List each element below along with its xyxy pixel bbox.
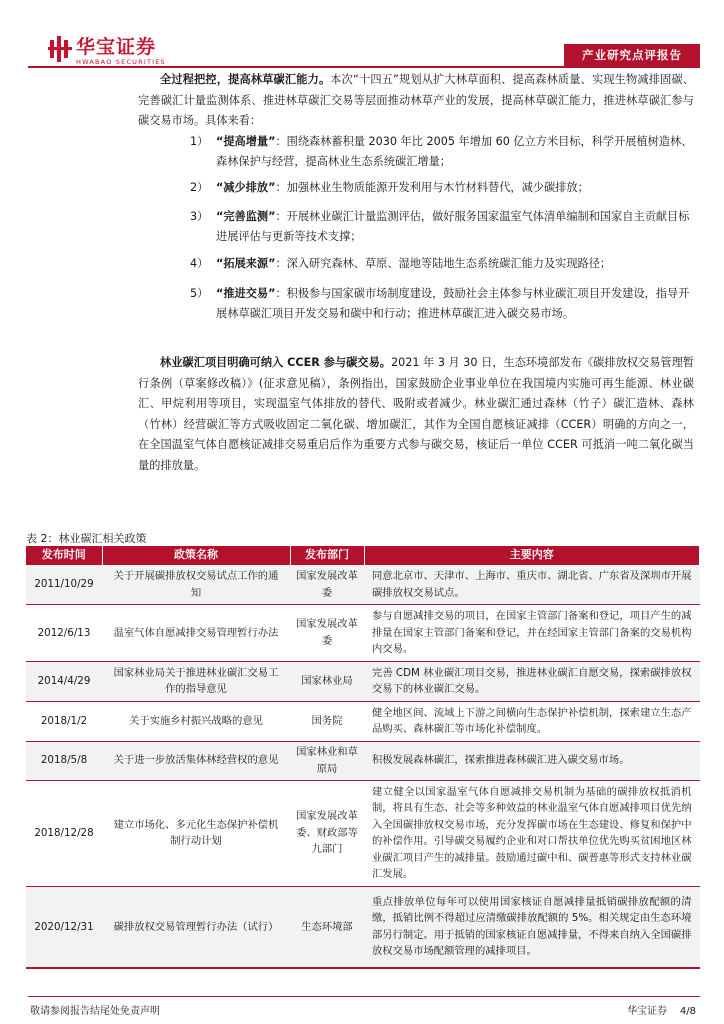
table-row (26, 886, 700, 968)
footer-disclaimer: 敬请参阅报告结尾处免责声明 (30, 1006, 160, 1017)
cell-policy: 关于实施乡村振兴战略的意见 (102, 701, 290, 741)
cell-policy: 关于开展碳排放权交易试点工作的通知 (102, 565, 290, 605)
table-row (26, 605, 700, 662)
list-number: 4） (190, 257, 209, 270)
cell-content: 积极发展森林碳汇，探索推进森林碳汇进入碳交易市场。 (364, 741, 700, 780)
cell-date: 2018/5/8 (26, 741, 102, 780)
ccer-paragraph (138, 353, 694, 476)
table-header-row (26, 546, 700, 565)
cell-dept: 国家发展改革委 (290, 605, 364, 662)
cell-date: 2018/12/28 (26, 780, 102, 886)
list-number: 2） (190, 181, 209, 194)
cell-content: 建立健全以国家温室气体自愿减排交易机制为基础的碳排放权抵消机制，将具有生态、社会等多种效益的林业温室气体自愿减排项目优先纳入全国碳排放权交易市场，充分发挥碳市场在生态建设、修复和保护中的补偿作用。引导碳交易履约企业和对口帮扶单位优先购买贫困地区林业碳汇项目产生的减排量。鼓励通过碳中和、碳普惠等形式支持林业碳汇发展。 (364, 780, 700, 886)
list-item-text: ：围绕森林蓄积量 2030 年比 2005 年增加 60 亿立方米目标，科学开展植树造林、森林保护与经营，提高林业生态系统碳汇增量； (216, 135, 693, 168)
table-row (26, 701, 700, 741)
hwabao-logo-icon (48, 36, 72, 62)
cell-content: 参与自愿减排交易的项目，在国家主管部门备案和登记，项目产生的减排量在国家主管部门备案和登记，并在经国家主管部门备案的交易机构内交易。 (364, 605, 700, 662)
table-row (26, 661, 700, 701)
intro-lead: 全过程把控，提高林草碳汇能力。 (160, 73, 331, 86)
cell-dept: 国家林业局 (290, 661, 364, 701)
cell-content: 健全地区间、流域上下游之间横向生态保护补偿机制，探索建立生态产品购买、森林碳汇等市场化补偿制度。 (364, 701, 700, 741)
list-number: 5） (190, 287, 209, 300)
cell-policy: 碳排放权交易管理暂行办法（试行） (102, 886, 290, 968)
table-row (26, 780, 700, 886)
cell-policy: 关于进一步放活集体林经营权的意见 (102, 741, 290, 780)
list-item (190, 132, 694, 172)
cell-content: 重点排放单位每年可以使用国家核证自愿减排量抵销碳排放配额的清缴，抵销比例不得超过应清缴碳排放配额的 5%。相关规定由生态环境部另行制定。用于抵销的国家核证自愿减排量，不得来自纳入全国碳排放权交易市场配额管理的减排项目。 (364, 886, 700, 968)
policy-table-container (26, 546, 700, 969)
intro-text: 本次“十四五”规划从扩大林草面积、提高森林质量、实现生物减排固碳、完善碳汇计量监测体系、推进林草碳汇交易等层面推动林草产业的发展，提高林草碳汇能力，推进林草碳汇参与碳交易市场。具体来看： (138, 73, 694, 127)
column-header-content: 主要内容 (364, 546, 700, 565)
table-row (26, 565, 700, 605)
list-number: 1） (190, 135, 209, 148)
cell-content: 同意北京市、天津市、上海市、重庆市、湖北省、广东省及深圳市开展碳排放权交易试点。 (364, 565, 700, 605)
list-item-title: “减少排放” (216, 181, 276, 194)
list-item-title: “推进交易” (216, 287, 276, 300)
cell-content: 完善 CDM 林业碳汇项目交易，推进林业碳汇自愿交易，探索碳排放权交易下的林业碳汇交易。 (364, 661, 700, 701)
page-number: 4/8 (679, 1006, 696, 1017)
company-logo (48, 36, 178, 68)
cell-date: 2012/6/13 (26, 605, 102, 662)
report-type-badge: 产业研究点评报告 (564, 44, 700, 66)
header-divider (28, 66, 700, 68)
footer-page-info (627, 1002, 696, 1017)
cell-dept: 国家发展改革委、财政部等九部门 (290, 780, 364, 886)
list-item-title: “拓展来源” (216, 257, 276, 270)
cell-date: 2018/1/2 (26, 701, 102, 741)
list-item-text: ：积极参与国家碳市场制度建设，鼓励社会主体参与林业碳汇项目开发建设，指导开展林草碳汇项目开发交易和碳中和行动；推进林草碳汇进入碳交易市场。 (216, 287, 690, 320)
footer-company: 华宝证券 (627, 1006, 668, 1017)
column-header-dept: 发布部门 (290, 546, 364, 565)
cell-policy: 温室气体自愿减排交易管理暂行办法 (102, 605, 290, 662)
footer-divider (28, 996, 700, 997)
list-item-text: ：深入研究森林、草原、湿地等陆地生态系统碳汇能力及实现路径； (275, 257, 612, 270)
cell-policy: 国家林业局关于推进林业碳汇交易工作的指导意见 (102, 661, 290, 701)
list-item (190, 178, 694, 198)
column-header-date: 发布时间 (26, 546, 102, 565)
list-item-text: ：加强林业生物质能源开发利用与木竹材料替代，减少碳排放； (275, 181, 589, 194)
cell-dept: 生态环境部 (290, 886, 364, 968)
list-item (190, 254, 694, 274)
list-item (190, 207, 694, 247)
table-row (26, 741, 700, 780)
cell-policy: 建立市场化、多元化生态保护补偿机制行动计划 (102, 780, 290, 886)
list-item-title: “提高增量” (216, 135, 276, 148)
cell-dept: 国家林业和草原局 (290, 741, 364, 780)
cell-date: 2014/4/29 (26, 661, 102, 701)
logo-chinese-name: 华宝证券 (76, 36, 157, 58)
ccer-lead: 林业碳汇项目明确可纳入 CCER 参与碳交易。 (160, 356, 391, 369)
intro-paragraph (138, 70, 694, 132)
cell-date: 2011/10/29 (26, 565, 102, 605)
list-item (190, 284, 694, 324)
list-item-title: “完善监测” (216, 210, 276, 223)
policy-table (26, 546, 700, 969)
list-number: 3） (190, 210, 209, 223)
column-header-policy: 政策名称 (102, 546, 290, 565)
ccer-text: 2021 年 3 月 30 日，生态环境部发布《碳排放权交易管理暂行条例（草案修改稿）》(征求意见稿），条例指出，国家鼓励企业事业单位在我国境内实施可再生能源、林业碳汇、甲烷利用等项目，实现温室气体排放的替代、吸附或者减少。林业碳汇通过森林（竹子）碳汇造林、森林（竹林）经营碳汇等方式吸收固定二氧化碳、增加碳汇，其作为全国自愿核证减排（CCER）明确的方向之一，在全国温室气体自愿核证减排交易重启后作为重要方式参与碳交易，核证后一单位 CCER 可抵消一吨二氧化碳当量的排放量。 (138, 356, 694, 472)
cell-dept: 国务院 (290, 701, 364, 741)
cell-date: 2020/12/31 (26, 886, 102, 968)
logo-english-name: HWABAO SECURITIES (76, 58, 166, 66)
cell-dept: 国家发展改革委 (290, 565, 364, 605)
table-caption: 表 2：林业碳汇相关政策 (26, 532, 147, 545)
list-item-text: ：开展林业碳汇计量监测评估，做好服务国家温室气体清单编制和国家自主贡献目标进展评估与更新等技术支撑； (216, 210, 690, 243)
